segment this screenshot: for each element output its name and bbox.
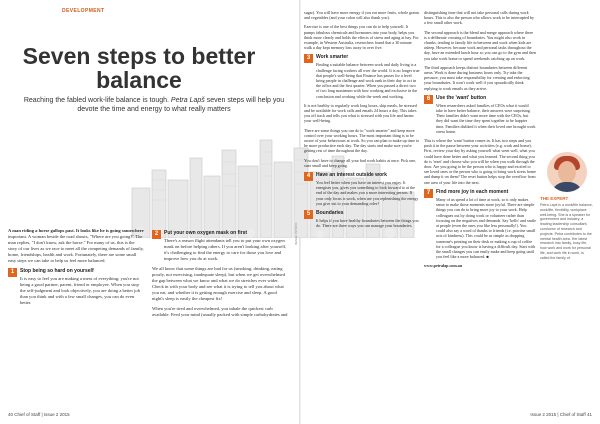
paragraph: When you're tired and overwhelmed, you inhale the quickest carb available. Feed your mind (usually packed with simple carbohydrates and	[152, 306, 288, 317]
tip-5	[304, 210, 420, 228]
tip-3	[304, 54, 420, 98]
photo-credit: IMAGE: ISTOCK	[294, 222, 298, 245]
tip-number: 4	[304, 172, 313, 181]
tip-title: Find more joy in each moment	[436, 188, 509, 195]
tip-body: It is easy to feel you are making a mess of everything; you're not being a good partner, parent, friend or employee. When you stop the self-judgment and look objectively, you are doing a better job than you think and with a few small changes, you can do even better.	[20, 276, 140, 305]
expert-label: THE EXPERT	[540, 196, 569, 201]
page-folio-left: 40 Chief of Staff | Issue 2 2015	[8, 412, 70, 417]
tip-4	[304, 172, 420, 206]
tip-2	[152, 230, 288, 262]
tip-title: Use the 'want' button	[436, 94, 487, 101]
tip-title: Put your own oxygen mask on first	[164, 230, 248, 236]
paragraph: distinguishing time that will not take personal calls during work hours. This is also the person who allows work to be interrupted by a few small other work.	[424, 10, 535, 26]
paragraph: It is not healthy to regularly work long hours, skip meals, be stressed and be available for work calls and emails 24 hours a day. This takes you off track and tells you what is stressed with you life and harms your well-being.	[304, 102, 417, 124]
standfirst-text-start: Reaching the fabled work-life balance is tough.	[23, 97, 171, 104]
tip-6	[424, 95, 536, 134]
article-column-2	[152, 228, 288, 322]
section-tag: DEVELOPMENT	[62, 8, 105, 14]
paragraph: You don't have to change all your bad work habits at once. Pick one, start small and keep going.	[304, 157, 417, 168]
paragraph: This is where the 'want' button comes in. It has two steps and you push it in the pause between your activities (e.g. work and home). First, review your day by asking yourself what went well, what you could have done better and what you learned. The second thing you do is 'reset' and choose who you will be when you walk through the door. Are you going to be the person who is happy and excited to see loved ones or the person who is going to bring work stress home and dump it on them? The reset button helps stop the overflow from one area of your life into the next.	[424, 138, 536, 185]
tip-number: 1	[8, 268, 17, 277]
tip-body: When researchers asked families of CEOs what it would take to have better balance, their answers were surprising. Their families didn't want more time with the CEOs, but they did want the time they spent together to be happier time. Families disliked it when their loved one brought work stress home.	[436, 102, 536, 134]
standfirst-author: Petra Lapš	[170, 97, 205, 104]
tip-number: 6	[424, 95, 433, 104]
paragraph: There are some things you can do to "work smarter" and keep more control over your working hours. The most important thing is to be aware of your behaviours at work. So you can plan to make up time to be more productive each day. The day starts and make sure you're getting rest of time throughout the day.	[304, 127, 420, 154]
paragraph: The second approach is the blend and merge approach where there is a deliberate crossing of boundaries. You might also work in chunks, tending to family life in between and work when kids are asleep. However, because work and personal tasks throughout the day, have an extended lunch hour so you can go to the gym and then you take work home or spend weekends catching up on work.	[424, 29, 536, 61]
standfirst-text-end: seven steps will help you devote the time and energy to what really matters	[77, 97, 285, 113]
tip-body: You feel better when you have an interest you enjoy. It energises you, gives you something to look forward to at the end of the day and makes you a more interesting person. If your only focus is work, when are you replenishing the energy you give out to your demanding roles?	[316, 180, 419, 206]
tip-title: Work smarter	[316, 54, 349, 61]
tip-body: There's a reason flight attendants tell you to put your own oxygen mask on before helping others. If you aren't looking after yourself, it's challenging to find the energy to care for those you love and improve how you do at work.	[164, 238, 287, 261]
tip-number: 2	[152, 230, 161, 239]
expert-bio: Petra Lapš is a work/life balance, work/life, flexibility, workplace well-being. She is a speaker for government and industry, a leading leadership consultant, conductor of research and projects. Petra contributes to the mental health area. Her latest research into family, busy life, how work and work for personal life, and work life in work, is called the family of.	[540, 203, 593, 260]
article-lede: A man riding a horse gallops past. It looks like he is going somewhere important. A woman beside the road shouts, "Where are you going?" The man replies, "I don't know, ask the horse." For many of us, this is the story of our lives as we race to meet all the competing demands of family, home, friendships, health and work. Fortunately, there are some small easy steps we can take to help us feel more balanced.	[8, 228, 144, 263]
tip-number: 5	[304, 210, 313, 219]
tip-1	[8, 268, 144, 306]
tip-number: 7	[424, 189, 433, 198]
expert-avatar	[547, 152, 587, 192]
article-column-1	[8, 228, 144, 310]
paragraph: The third approach keeps distinct boundaries between different areas. Work is done during business hours only. Try take the pressure, you must take responsibility for creating and enforcing your boundaries. It won't work well if you sporadically think replying to work emails as they arrive.	[424, 64, 530, 91]
tip-body: It helps if you have healthy boundaries between the things you do. There are three ways you can manage your boundaries.	[316, 218, 419, 229]
expert-sidebar	[540, 152, 594, 261]
tip-body: Many of us spend a lot of time at work, so it only makes sense to make those moments more joyful. There are simple things you can do to bring more joy to your work. Help colleagues out by doing work or volunteer rather than focusing on the negatives and demands. Say 'hello' and smile at people (even the ones you like less personally!). You could also say a word of thanks to friends (i.e. practise small acts of kindness). This could be as simple as dropping someone's printing on their desk or making a cup of coffee for a colleague you know is having a difficult day. Start with the small changes you can easily make and keep going until you feel like a more balanced. ■	[436, 196, 536, 260]
paragraph: sugar). You will have more energy if you eat more fruits, whole grains and vegetables (and your colon will also thank you).	[304, 10, 420, 21]
tip-body: Finding a suitable balance between work and daily living is a challenge facing workers all over the world. It is no longer true that people's well-being that Finance has passes for a level bring people in challenge and work rank in their day to act in the office and the first quarter. When you passed a direct two of two long maximum with how working and exclusive in the conclusion and working while the week and working.	[316, 62, 420, 99]
tip-7	[424, 189, 536, 259]
tip-title: Boundaries	[316, 210, 344, 217]
author-weblink[interactable]: www.petralap.com.au	[424, 263, 463, 269]
page-folio-right: Issue 2 2015 | Chief of Staff 41	[530, 412, 592, 417]
tip-title: Stop being so hard on yourself	[20, 268, 94, 274]
article-standfirst	[16, 96, 292, 114]
article-headline: Seven steps to better balance	[22, 43, 256, 93]
paragraph: We all know that some things are bad for us (smoking, drinking, eating poorly, not exercising, inadequate sleep), but when we get overwhelmed the gap between what we know and what we do stretches ever wider. Check in with your body and see what it is trying to tell you about what you eat, and whether it is getting enough exercise and sleep. A good night's sleep is easily the cheapest fix!	[152, 266, 285, 301]
article-column-4	[424, 10, 536, 273]
paragraph: Exercise is one of the best things you can do to help yourself. It pumps fabulous chemicals and hormones into your body, helps you think more clearly and holds the effects of stress and aging at bay. For example, in Western Australia, researchers found that a 30 minute walk a day kept memory loss away in over five.	[304, 24, 419, 51]
tip-number: 3	[304, 54, 313, 63]
article-column-3	[304, 10, 420, 233]
tip-title: Have an interest outside work	[316, 172, 387, 179]
